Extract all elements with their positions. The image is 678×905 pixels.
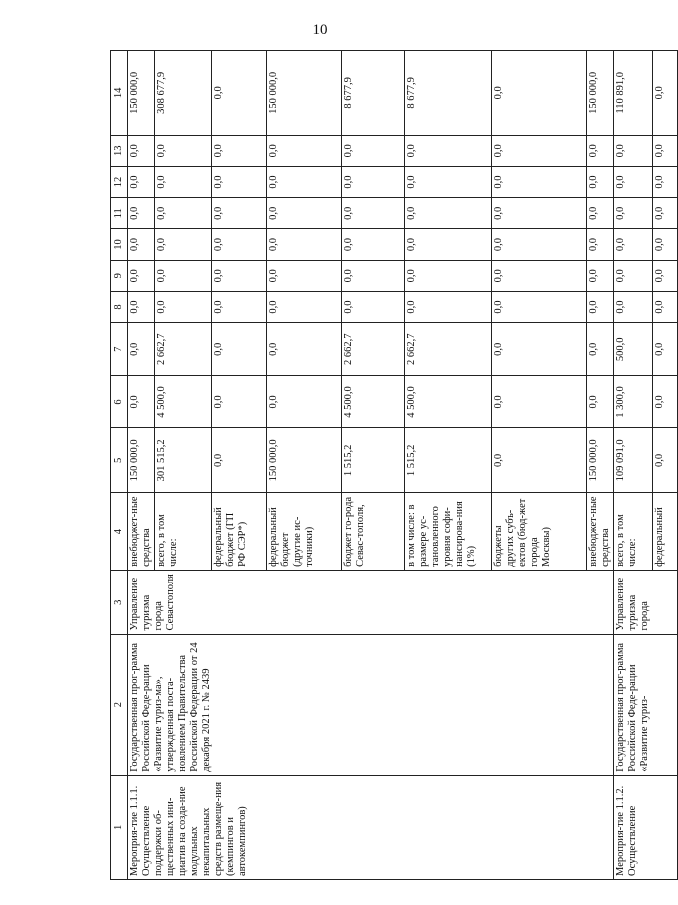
value-cell: 0,0 xyxy=(155,229,212,260)
value-cell: 0,0 xyxy=(342,229,405,260)
value-cell: 0,0 xyxy=(267,260,342,291)
value-cell: 0,0 xyxy=(492,291,587,322)
value-cell: 4 500,0 xyxy=(405,376,492,428)
value-cell: 0,0 xyxy=(653,260,678,291)
value-cell: 0,0 xyxy=(212,198,267,229)
header-cell: 9 xyxy=(111,260,128,291)
value-cell: 0,0 xyxy=(267,229,342,260)
value-cell: 1 515,2 xyxy=(405,428,492,493)
value-cell: 0,0 xyxy=(212,323,267,376)
value-cell: 0,0 xyxy=(653,323,678,376)
funding-source-cell: внебюджет-ные средства xyxy=(128,493,155,571)
funding-source-cell: внебюджет-ные средства xyxy=(587,493,614,571)
value-cell: 0,0 xyxy=(212,229,267,260)
header-cell: 1 xyxy=(111,775,128,879)
value-cell: 500,0 xyxy=(614,323,653,376)
value-cell: 150 000,0 xyxy=(267,428,342,493)
value-cell: 0,0 xyxy=(653,428,678,493)
header-cell: 10 xyxy=(111,229,128,260)
value-cell: 0,0 xyxy=(267,323,342,376)
value-cell: 150 000,0 xyxy=(587,428,614,493)
funding-source-cell: федеральный бюджет (ГП РФ СЭР*) xyxy=(212,493,267,571)
value-cell: 0,0 xyxy=(342,260,405,291)
value-cell: 0,0 xyxy=(587,166,614,197)
value-cell: 0,0 xyxy=(128,260,155,291)
value-cell: 0,0 xyxy=(212,291,267,322)
table-body xyxy=(111,51,678,880)
value-cell: 0,0 xyxy=(342,291,405,322)
funding-source-cell: федеральный бюджет (другие ис-точники) xyxy=(267,493,342,571)
value-cell: 0,0 xyxy=(614,166,653,197)
executor-cell: Управление туризма города xyxy=(614,570,678,634)
value-cell: 0,0 xyxy=(492,428,587,493)
header-cell: 6 xyxy=(111,376,128,428)
table-row xyxy=(614,51,653,880)
value-cell: 0,0 xyxy=(212,428,267,493)
value-cell: 150 000,0 xyxy=(587,51,614,136)
funding-source-cell: федеральный xyxy=(653,493,678,571)
value-cell: 0,0 xyxy=(653,135,678,166)
value-cell: 0,0 xyxy=(492,376,587,428)
value-cell: 1 300,0 xyxy=(614,376,653,428)
value-cell: 0,0 xyxy=(492,135,587,166)
rotated-table-container xyxy=(110,50,665,880)
value-cell: 109 091,0 xyxy=(614,428,653,493)
value-cell: 308 677,9 xyxy=(155,51,212,136)
value-cell: 0,0 xyxy=(342,166,405,197)
value-cell: 0,0 xyxy=(155,260,212,291)
value-cell: 0,0 xyxy=(653,291,678,322)
value-cell: 0,0 xyxy=(614,291,653,322)
header-cell: 5 xyxy=(111,428,128,493)
value-cell: 150 000,0 xyxy=(128,51,155,136)
value-cell: 0,0 xyxy=(267,166,342,197)
value-cell: 301 515,2 xyxy=(155,428,212,493)
value-cell: 0,0 xyxy=(653,376,678,428)
value-cell: 0,0 xyxy=(128,198,155,229)
program-cell: Государственная прог-рамма Российской Феде-рации «Развитие туриз- xyxy=(614,634,678,775)
value-cell: 0,0 xyxy=(653,51,678,136)
value-cell: 0,0 xyxy=(128,166,155,197)
value-cell: 0,0 xyxy=(342,198,405,229)
value-cell: 0,0 xyxy=(128,291,155,322)
value-cell: 0,0 xyxy=(653,198,678,229)
funding-source-cell: бюджет го-рода Севас-тополя, xyxy=(342,493,405,571)
value-cell: 0,0 xyxy=(128,229,155,260)
value-cell: 0,0 xyxy=(267,291,342,322)
value-cell: 0,0 xyxy=(267,376,342,428)
value-cell: 0,0 xyxy=(267,198,342,229)
executor-cell: Управление туризма города Севастополя xyxy=(128,570,614,634)
value-cell: 0,0 xyxy=(155,135,212,166)
header-row xyxy=(111,51,128,880)
value-cell: 0,0 xyxy=(492,260,587,291)
value-cell: 0,0 xyxy=(128,135,155,166)
measure-name-cell: Мероприя-тие 1.1.1. Осуществление поддержки об-щественных ини-циатив на созда-ние модульных некапитальных средств размеще-ния (кемпингов и автокемпингов) xyxy=(128,775,614,879)
value-cell: 0,0 xyxy=(155,166,212,197)
value-cell: 150 000,0 xyxy=(128,428,155,493)
value-cell: 0,0 xyxy=(587,376,614,428)
rotated-page-area xyxy=(110,50,665,880)
value-cell: 0,0 xyxy=(492,323,587,376)
value-cell: 4 500,0 xyxy=(342,376,405,428)
funding-source-cell: бюджеты других субъ-ектов (бюд-жет города Москвы) xyxy=(492,493,587,571)
value-cell: 8 677,9 xyxy=(342,51,405,136)
value-cell: 0,0 xyxy=(212,135,267,166)
value-cell: 2 662,7 xyxy=(155,323,212,376)
value-cell: 0,0 xyxy=(212,260,267,291)
value-cell: 0,0 xyxy=(212,51,267,136)
value-cell: 0,0 xyxy=(405,291,492,322)
header-cell: 3 xyxy=(111,570,128,634)
value-cell: 0,0 xyxy=(587,260,614,291)
value-cell: 0,0 xyxy=(614,229,653,260)
value-cell: 0,0 xyxy=(405,198,492,229)
header-cell: 4 xyxy=(111,493,128,571)
value-cell: 0,0 xyxy=(405,260,492,291)
value-cell: 0,0 xyxy=(405,135,492,166)
budget-table xyxy=(110,50,678,880)
value-cell: 2 662,7 xyxy=(342,323,405,376)
funding-source-cell: всего, в том числе: xyxy=(155,493,212,571)
value-cell: 2 662,7 xyxy=(405,323,492,376)
value-cell: 0,0 xyxy=(492,229,587,260)
value-cell: 0,0 xyxy=(587,135,614,166)
value-cell: 0,0 xyxy=(405,229,492,260)
header-cell: 13 xyxy=(111,135,128,166)
header-cell: 2 xyxy=(111,634,128,775)
program-cell: Государственная прог-рамма Российской Феде-рации «Развитие туриз-ма», утвержденная поста-новлением Правительства Российской Федерации от 24 декабря 2021 г. № 2439 xyxy=(128,634,614,775)
header-cell: 12 xyxy=(111,166,128,197)
value-cell: 0,0 xyxy=(587,323,614,376)
value-cell: 0,0 xyxy=(587,198,614,229)
table-row xyxy=(128,51,155,880)
value-cell: 0,0 xyxy=(653,166,678,197)
value-cell: 0,0 xyxy=(492,166,587,197)
value-cell: 0,0 xyxy=(614,198,653,229)
value-cell: 4 500,0 xyxy=(155,376,212,428)
value-cell: 0,0 xyxy=(128,323,155,376)
header-cell: 11 xyxy=(111,198,128,229)
value-cell: 0,0 xyxy=(405,166,492,197)
value-cell: 110 891,0 xyxy=(614,51,653,136)
value-cell: 0,0 xyxy=(587,229,614,260)
header-cell: 14 xyxy=(111,51,128,136)
value-cell: 0,0 xyxy=(212,376,267,428)
value-cell: 0,0 xyxy=(492,51,587,136)
value-cell: 1 515,2 xyxy=(342,428,405,493)
value-cell: 0,0 xyxy=(342,135,405,166)
value-cell: 0,0 xyxy=(155,291,212,322)
value-cell: 8 677,9 xyxy=(405,51,492,136)
value-cell: 150 000,0 xyxy=(267,51,342,136)
value-cell: 0,0 xyxy=(587,291,614,322)
value-cell: 0,0 xyxy=(212,166,267,197)
value-cell: 0,0 xyxy=(128,376,155,428)
value-cell: 0,0 xyxy=(492,198,587,229)
value-cell: 0,0 xyxy=(155,198,212,229)
value-cell: 0,0 xyxy=(653,229,678,260)
value-cell: 0,0 xyxy=(614,260,653,291)
value-cell: 0,0 xyxy=(267,135,342,166)
header-cell: 8 xyxy=(111,291,128,322)
funding-source-cell: в том числе: в размере ус-тановленного уровня софи-нансирова-ния (1%) xyxy=(405,493,492,571)
funding-source-cell: всего, в том числе: xyxy=(614,493,653,571)
page-number: 10 xyxy=(312,22,328,38)
header-cell: 7 xyxy=(111,323,128,376)
measure-name-cell: Мероприя-тие 1.1.2. Осуществление xyxy=(614,775,678,879)
value-cell: 0,0 xyxy=(614,135,653,166)
